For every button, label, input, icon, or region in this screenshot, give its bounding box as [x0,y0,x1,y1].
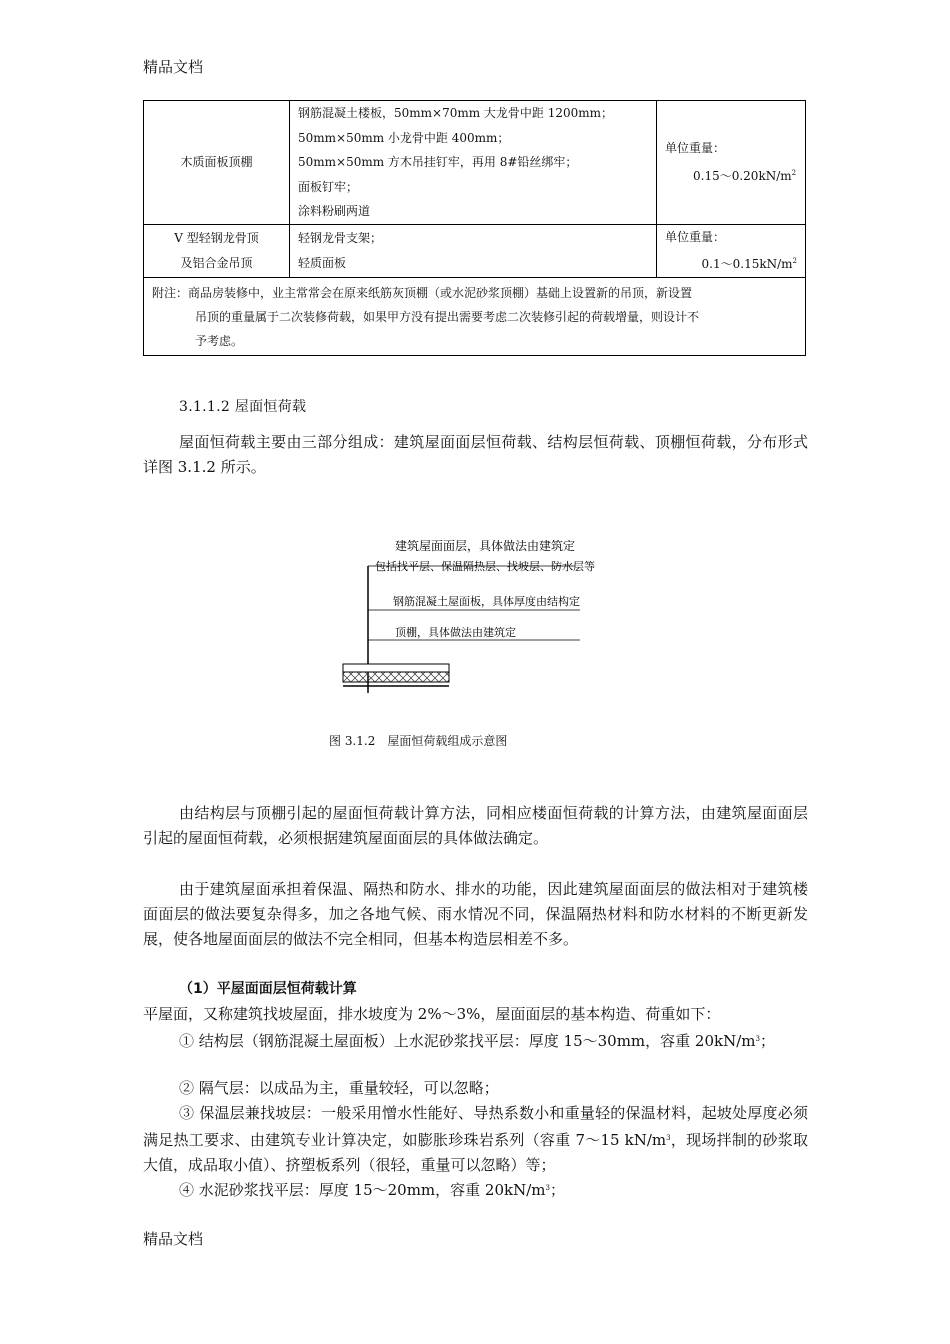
construction-cell [290,101,657,225]
note-text: 吊顶的重量属于二次装修荷载，如果甲方没有提出需要考虑二次装修引起的荷载增量，则设计不 [195,309,700,324]
list-item: ③ 保温层兼找坡层：一般采用憎水性能好、导热系数小和重量轻的保温材料，起坡处厚度必须满足热工要求、由建筑专业计算决定，如膨胀珍珠岩系列（容重 7～15 $kN/m^3$，现场拌制的砂浆取大值，成品取小值）、挤塑板系列（很轻，重量可以忽略）等； [143,1104,808,1174]
construction-cell [290,224,657,277]
list-item: ① 结构层（钢筋混凝土屋面板）上水泥砂浆找平层：厚度 15～30mm，容重 $20kN/m^3$； [179,1032,775,1050]
construction-line: 50mm×50mm 方木吊挂钉牢，再用 8#铅丝绑牢； [298,155,578,169]
ceiling-type-cell: 木质面板顶棚 [144,101,290,225]
table-row [144,101,806,225]
ceiling-type-line: 及铝合金吊顶 [180,255,253,270]
unit-weight-label: 单位重量： [665,141,726,156]
construction-line: 50mm×50mm 小龙骨中距 400mm； [298,130,510,145]
unit-weight-value: $0.1\sim 0.15kN/m^2$ [701,257,797,271]
diagram-label: 建筑屋面面层，具体做法由建筑定 [395,539,576,553]
unit-weight-value: $0.15\sim 0.20kN/m^2$ [693,168,797,183]
paragraph: 由结构层与顶棚引起的屋面恒荷载计算方法，同相应楼面恒荷载的计算方法，由建筑屋面面层引起的屋面恒荷载，必须根据建筑屋面面层的具体做法确定。 [143,804,808,847]
unit-weight-label: 单位重量： [665,229,726,244]
construction-line: 轻钢龙骨支架； [298,231,383,245]
section-heading: 3.1.1.2 屋面恒荷载 [179,399,307,415]
page-footer: 精品文档 [143,1230,204,1248]
construction-line: 涂料粉刷两道 [298,204,371,218]
ceiling-type-line: V 型轻钢龙骨顶 [174,231,259,245]
diagram-label: 钢筋混凝土屋面板，具体厚度由结构定 [393,595,580,608]
note-text: 予考虑。 [195,333,244,348]
surface-layer [343,664,449,672]
unit-exponent: 2 [791,168,797,177]
table-note [144,277,806,355]
diagram-label: 顶棚，具体做法由建筑定 [395,626,516,639]
ceiling-type-cell [144,224,290,277]
construction-line: 面板钉牢； [298,179,359,194]
unit-exponent: 2 [792,257,797,265]
ceiling-load-table [143,100,806,356]
table-row [144,224,806,277]
diagram-label: 包括找平层、保温隔热层、找坡层、防水层等 [375,560,595,573]
unit-weight-cell [657,224,806,277]
slab-layer [343,672,449,682]
paragraph: 由于建筑屋面承担着保温、隔热和防水、排水的功能，因此建筑屋面面层的做法相对于建筑楼面面层的做法要复杂得多，加之各地气候、雨水情况不同，保温隔热材料和防水材料的不断更新发展，使各地屋面面层的做法不完全相同，但基本构造层相差不多。 [143,880,808,948]
list-item: ④ 水泥砂浆找平层：厚度 15～20mm，容重 $20kN/m^3$； [179,1181,565,1199]
unit-weight-cell [657,101,806,225]
note-text: 商品房装修中，业主常常会在原来纸筋灰顶棚（或水泥砂浆顶棚）基础上设置新的吊顶，新设置 [188,285,693,300]
construction-line: 轻质面板 [298,255,347,270]
construction-line: 钢筋混凝土楼板，50mm×70mm 大龙骨中距 1200mm； [298,106,614,120]
note-prefix: 附注： [152,285,189,300]
subsection-heading: （1）平屋面面层恒荷载计算 [179,981,357,997]
figure-caption: 图 3.1.2 屋面恒荷载组成示意图 [329,734,508,748]
paragraph: 屋面恒荷载主要由三部分组成：建筑屋面面层恒荷载、结构层恒荷载、顶棚恒荷载，分布形式详图 3.1.2 所示。 [143,433,808,476]
intro-line: 平屋面，又称建筑找坡屋面，排水坡度为 2%～3%，屋面面层的基本构造、荷重如下： [143,1005,721,1023]
table-note-row [144,277,806,355]
page-header: 精品文档 [143,58,204,76]
roof-layers-diagram [335,530,625,695]
list-item: ② 隔气层：以成品为主，重量较轻，可以忽略； [179,1079,499,1097]
